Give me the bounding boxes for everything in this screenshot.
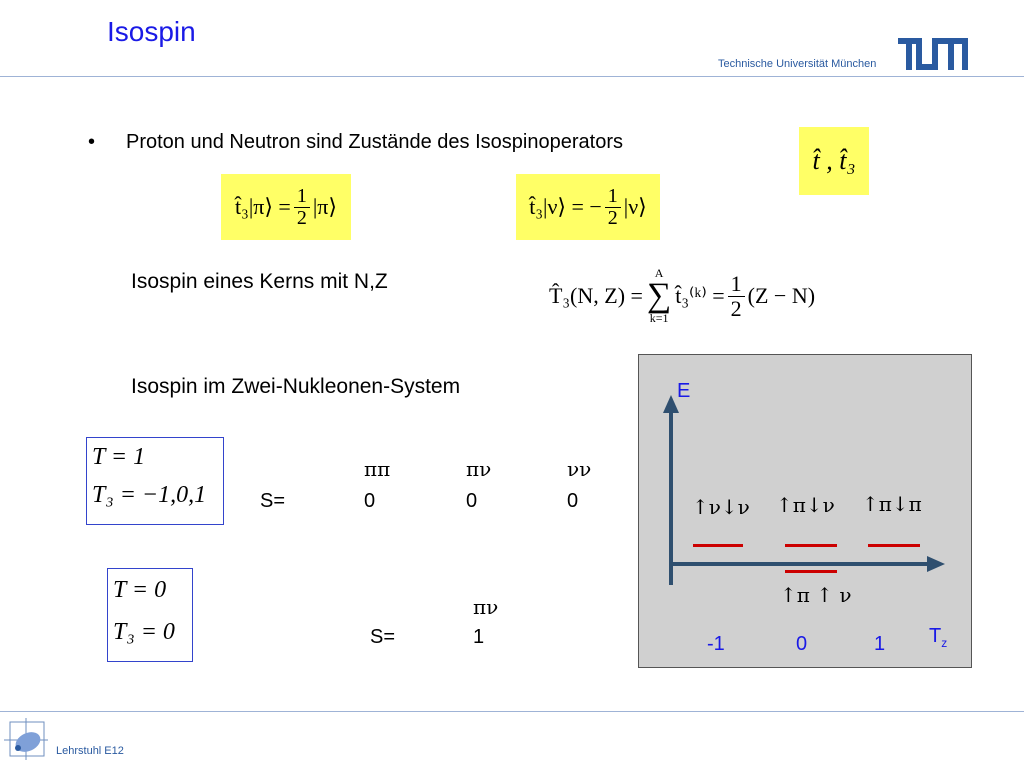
triplet-pair-1: ππ xyxy=(364,457,391,481)
operator-formula: t̂ , t̂₃ xyxy=(799,127,869,195)
energy-level-pn xyxy=(785,544,837,547)
tick-label-minus-1: -1 xyxy=(707,633,725,655)
fraction-denominator: 2 xyxy=(296,206,307,229)
formula-proton-lhs: t̂₃|π⟩ = xyxy=(235,194,291,219)
tick-label-1: 1 xyxy=(874,633,886,655)
sum-symbol xyxy=(647,266,671,326)
fraction-numerator: 1 xyxy=(728,272,745,296)
singlet-line-1: T = 0 xyxy=(113,577,167,603)
footer-text: Lehrstuhl E12 xyxy=(56,745,124,757)
bullet-marker: • xyxy=(88,131,96,153)
triplet-pair-3: νν xyxy=(567,457,592,481)
slide-title: Isospin xyxy=(107,16,196,47)
tum-logo xyxy=(898,36,970,72)
energy-level-nn xyxy=(693,544,743,547)
state-label-singlet: ↑π ↑ ν xyxy=(780,583,852,607)
singlet-spin: 1 xyxy=(473,626,485,648)
x-axis-label-main: T xyxy=(929,625,942,647)
singlet-pair: πν xyxy=(473,595,499,619)
x-axis-label xyxy=(929,625,947,650)
singlet-s-label: S= xyxy=(370,626,396,648)
triplet-spin-2: 0 xyxy=(466,490,478,512)
formula-neutron xyxy=(516,174,660,240)
sum-lower-limit: k=1 xyxy=(649,311,669,325)
tick-label-0: 0 xyxy=(796,633,808,655)
formula-neutron-rhs: |ν⟩ xyxy=(623,194,647,219)
triplet-line-2: T₃ = −1,0,1 xyxy=(92,482,207,508)
energy-level-diagram xyxy=(638,354,972,668)
formula-proton-fraction xyxy=(294,186,310,229)
triplet-spin-1: 0 xyxy=(364,490,376,512)
state-label-pp: ↑π↓π xyxy=(862,492,922,516)
fraction-numerator: 1 xyxy=(294,186,310,208)
x-axis-arrowhead xyxy=(927,556,945,572)
sigma-icon: ∑ xyxy=(646,277,672,314)
university-name: Technische Universität München xyxy=(718,58,877,70)
nucleus-formula-term: t̂₃⁽ᵏ⁾ = xyxy=(675,283,725,308)
x-axis-label-sub: z xyxy=(941,636,948,650)
singlet-box xyxy=(107,568,193,662)
nucleus-formula-fraction xyxy=(728,272,745,319)
bullet-text: Proton und Neutron sind Zustände des Isospinoperators xyxy=(126,131,623,153)
state-label-pn: ↑π↓ν xyxy=(776,493,835,517)
nucleus-formula-lhs: T̂₃(N, Z) = xyxy=(548,283,643,308)
formula-proton-rhs: |π⟩ xyxy=(312,194,337,219)
formula-neutron-lhs: t̂₃|ν⟩ = − xyxy=(529,194,602,219)
nucleus-isospin-text: Isospin eines Kerns mit N,Z xyxy=(131,270,388,293)
nucleus-formula-rhs: (Z − N) xyxy=(747,283,816,308)
fraction-denominator: 2 xyxy=(607,206,618,229)
two-nucleon-text: Isospin im Zwei-Nukleonen-System xyxy=(131,375,461,398)
singlet-line-2: T₃ = 0 xyxy=(113,619,175,645)
state-label-nn: ↑ν↓ν xyxy=(692,495,750,519)
triplet-s-label: S= xyxy=(260,490,286,512)
y-axis-label: E xyxy=(677,380,691,402)
triplet-pair-2: πν xyxy=(466,457,492,481)
fraction-denominator: 2 xyxy=(730,295,742,321)
formula-proton xyxy=(221,174,351,240)
footer-divider xyxy=(0,711,1024,712)
fraction-numerator: 1 xyxy=(605,186,621,208)
energy-level-pp xyxy=(868,544,920,547)
sum-upper-limit: A xyxy=(654,266,664,280)
formula-neutron-fraction xyxy=(605,186,621,229)
triplet-line-1: T = 1 xyxy=(92,444,146,470)
nucleus-formula xyxy=(512,258,852,334)
header-divider xyxy=(0,76,1024,77)
energy-level-singlet xyxy=(785,570,837,573)
chair-logo-icon xyxy=(4,718,48,762)
triplet-spin-3: 0 xyxy=(567,490,579,512)
triplet-box xyxy=(86,437,224,525)
